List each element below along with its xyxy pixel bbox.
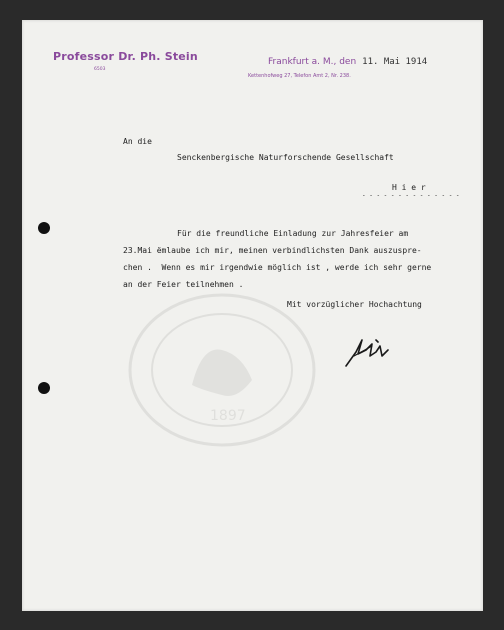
body-line-2: 23.Mai ëmlaube ich mir, meinen verbindlichsten Dank auszuspre-: [123, 246, 422, 255]
recipient-location: H i e r: [392, 183, 426, 192]
handwritten-signature: [342, 330, 402, 372]
body-line-3: chen . Wenn es mir irgendwie möglich ist , werde ich sehr gerne: [123, 263, 432, 272]
place-date-line: [268, 57, 427, 67]
letterhead-name: Professor Dr. Ph. Stein: [53, 50, 198, 63]
embossed-stamp: [122, 290, 322, 450]
stamp-year: 1897: [210, 408, 246, 424]
salutation-to: An die: [123, 137, 152, 146]
punch-hole-top: [38, 222, 50, 234]
location-underline: - - - - - - - - - - - - - -: [362, 192, 460, 199]
letterhead-number: 6503: [94, 67, 106, 72]
letterhead-address: Kettenhofweg 27, Telefon Amt 2, Nr. 238.: [248, 73, 351, 79]
body-line-4: an der Feier teilnehmen .: [123, 280, 244, 289]
place-label: Frankfurt a. M., den: [268, 57, 357, 67]
body-line-1: Für die freundliche Einladung zur Jahresfeier am: [177, 229, 409, 238]
letter-date: 11. Mai 1914: [362, 57, 428, 67]
letter-page: [22, 20, 483, 611]
punch-hole-bottom: [38, 382, 50, 394]
recipient: Senckenbergische Naturforschende Gesellschaft: [177, 153, 394, 162]
closing: Mit vorzüglicher Hochachtung: [287, 300, 422, 309]
